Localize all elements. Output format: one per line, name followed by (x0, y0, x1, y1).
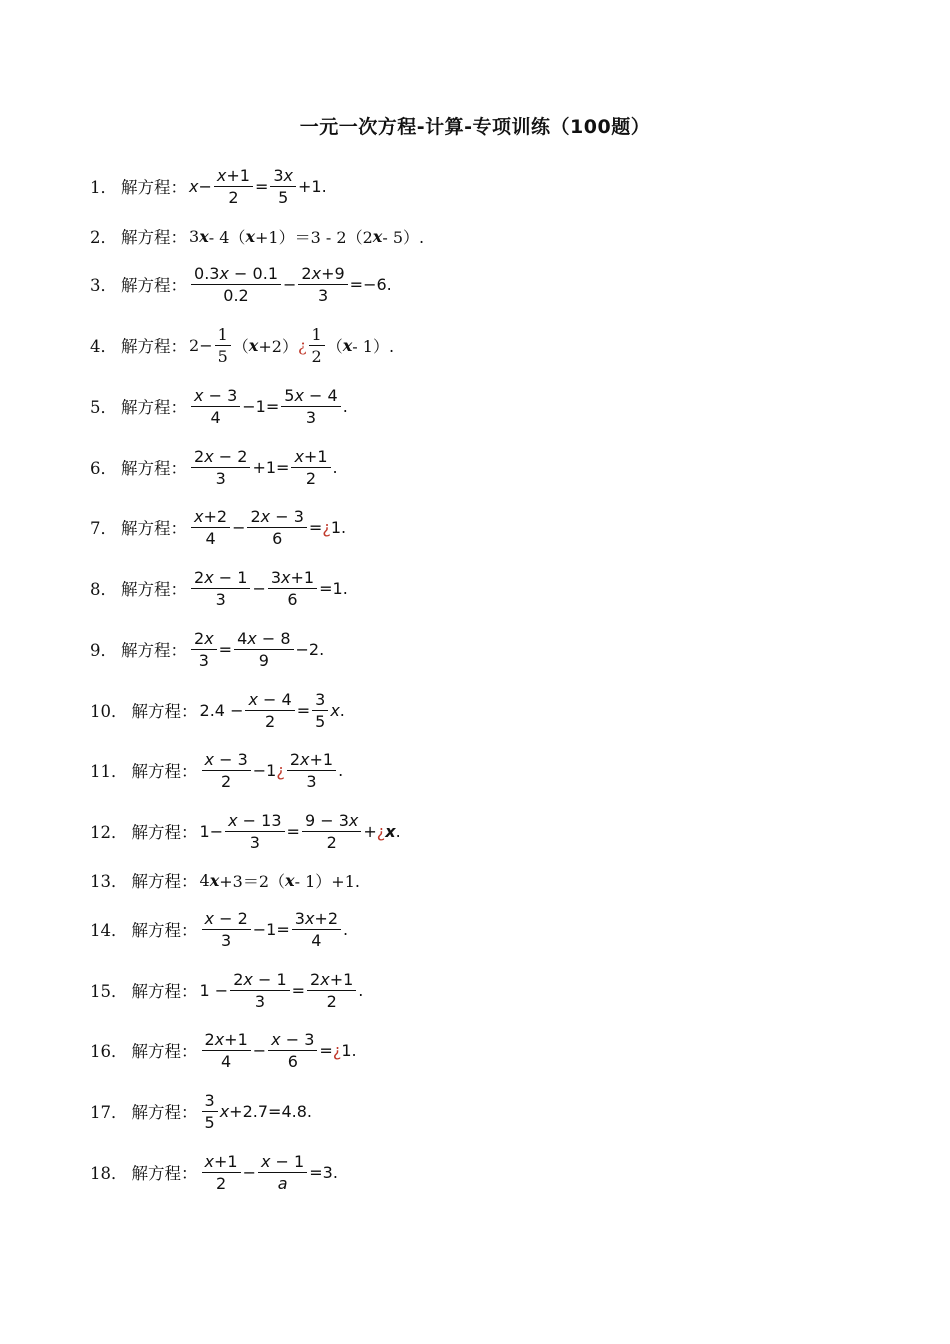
equation (189, 264, 392, 305)
fraction (281, 386, 340, 427)
problem-number: 6． (90, 459, 117, 478)
variable-x: x (248, 335, 259, 355)
equation-text: . (358, 980, 364, 1000)
problem-item (90, 860, 360, 900)
fraction (302, 811, 361, 852)
fraction-numerator: 2x − 1 (230, 970, 289, 991)
problem-number: 13． (90, 872, 128, 891)
fraction (202, 1091, 218, 1132)
equation-text: x (189, 176, 199, 196)
equation-text: − (252, 1040, 267, 1060)
problem-number: 2． (90, 228, 117, 247)
equation-text: =3. (309, 1162, 338, 1182)
fraction-denominator: 2 (326, 991, 337, 1011)
fraction-denominator: 0.2 (223, 285, 249, 305)
equation-text: = (218, 639, 233, 659)
fraction-numerator: x+1 (214, 166, 253, 187)
fraction (191, 386, 240, 427)
problem-number: 5． (90, 398, 117, 417)
fraction-denominator: 4 (221, 1051, 232, 1071)
fraction-denominator: 6 (287, 589, 298, 609)
equation-text: − (242, 1162, 256, 1182)
fraction (270, 166, 296, 207)
equation-text: +1. (298, 176, 327, 196)
fraction-denominator: 3 (215, 589, 226, 609)
equation-text: 1− (199, 821, 224, 841)
problem-label: 解方程： (121, 276, 187, 295)
fraction (202, 1030, 251, 1071)
equation-text: +1）＝3 - 2（2 (254, 227, 373, 247)
fraction-numerator: x − 2 (202, 909, 251, 930)
fraction (214, 166, 253, 207)
equation-text: +1= (252, 457, 290, 477)
equation (189, 325, 394, 366)
fraction-denominator: 6 (272, 528, 283, 548)
equation (200, 909, 349, 950)
fraction-numerator: x − 4 (245, 690, 294, 711)
equation-text: −1= (242, 396, 280, 416)
equation (200, 811, 401, 852)
problem-number: 12． (90, 823, 128, 842)
problem-item (90, 325, 394, 365)
fraction-numerator: 2x (191, 629, 217, 650)
equation-text: . (395, 821, 401, 841)
problem-label: 解方程： (131, 1164, 198, 1183)
fraction (268, 568, 317, 609)
problem-label: 解方程： (121, 580, 187, 599)
equation-text: = (291, 980, 306, 1000)
fraction (191, 507, 230, 548)
variable-x: x (372, 226, 383, 246)
equation (200, 970, 364, 1011)
fraction-denominator: 4 (311, 930, 322, 950)
variable-x: x (199, 226, 209, 246)
fraction-numerator: 2x − 2 (191, 447, 250, 468)
fraction (202, 1152, 241, 1193)
fraction (298, 264, 347, 305)
fraction-denominator: 3 (305, 407, 317, 427)
fraction-numerator: x+1 (202, 1152, 241, 1173)
equation (189, 166, 327, 207)
equation (189, 225, 424, 248)
problem-number: 8． (90, 580, 117, 599)
equation-text: − (232, 517, 246, 537)
equation-text: − (198, 176, 212, 196)
problem-number: 7． (90, 519, 117, 538)
fraction-numerator: 2x+1 (287, 750, 336, 771)
problem-number: 17． (90, 1103, 128, 1122)
fraction (234, 629, 293, 670)
fraction (202, 750, 251, 791)
fraction-numerator: 4x − 8 (234, 629, 293, 650)
equation (189, 386, 348, 427)
variable-x: x (342, 335, 353, 355)
equation (189, 629, 324, 670)
problem-label: 解方程： (121, 228, 187, 247)
fraction-denominator: 4 (210, 407, 221, 427)
fraction-numerator: x − 3 (202, 750, 251, 771)
fraction-numerator: 3x+1 (268, 568, 317, 589)
equation-text: +2） (258, 336, 298, 356)
equation-text: 1. (341, 1040, 357, 1060)
fraction-numerator: x+1 (291, 447, 330, 468)
problem-number: 4． (90, 337, 117, 356)
fraction-denominator: 5 (217, 346, 228, 366)
fraction (191, 568, 250, 609)
equation (189, 447, 338, 488)
problem-number: 14． (90, 921, 128, 940)
equation-text: − (283, 274, 297, 294)
fraction-denominator: 3 (254, 991, 265, 1011)
problem-label: 解方程： (121, 178, 187, 197)
equation-text: = (308, 517, 323, 537)
fraction-denominator: 4 (205, 528, 216, 548)
problem-item (90, 690, 345, 730)
fraction (191, 447, 250, 488)
fraction-denominator: 6 (287, 1051, 298, 1071)
fraction (312, 690, 328, 731)
fraction-denominator: 3 (215, 468, 226, 488)
problem-item (90, 568, 348, 608)
encoding-error-mark: ¿ (322, 517, 331, 537)
problem-item (90, 216, 424, 256)
fraction (247, 507, 306, 548)
equation (200, 869, 360, 892)
problem-label: 解方程： (131, 823, 198, 842)
fraction-numerator: 1 (215, 325, 231, 346)
equation-text: −2. (295, 639, 325, 659)
equation-text: - 1）+1. (294, 871, 360, 891)
fraction-numerator: x − 3 (268, 1030, 317, 1051)
equation-text: . (338, 760, 344, 780)
fraction-denominator: 2 (215, 1173, 227, 1193)
equation (189, 507, 346, 548)
fraction-numerator: 3 (312, 690, 328, 711)
problem-label: 解方程： (121, 337, 187, 356)
fraction-denominator: 3 (198, 650, 209, 670)
page-title: 一元一次方程-计算-专项训练（100题） (299, 116, 651, 138)
problem-number: 15． (90, 982, 128, 1001)
equation (200, 1030, 357, 1071)
equation-text: . (343, 919, 349, 939)
fraction (307, 970, 356, 1011)
fraction-numerator: 2x+9 (298, 264, 347, 285)
equation-text: − (252, 578, 266, 598)
fraction (191, 629, 217, 670)
problem-item (90, 1091, 312, 1131)
problem-item (90, 447, 338, 487)
equation-text: −1 (252, 760, 277, 780)
fraction-numerator: 3 (202, 1091, 218, 1112)
problem-number: 16． (90, 1042, 128, 1061)
equation (200, 750, 344, 791)
equation-text: 1 − (199, 980, 229, 1000)
fraction-denominator: 3 (317, 285, 329, 305)
fraction (230, 970, 289, 1011)
fraction-denominator: 2 (326, 832, 337, 852)
fraction-numerator: 2x+1 (307, 970, 356, 991)
equation (200, 690, 345, 731)
fraction-numerator: 3x (270, 166, 296, 187)
fraction-denominator: 3 (221, 930, 232, 950)
fraction-denominator: 5 (315, 711, 326, 731)
fraction-denominator: 2 (305, 468, 317, 488)
fraction-denominator: 2 (311, 346, 322, 366)
problem-label: 解方程： (121, 459, 187, 478)
fraction (215, 325, 231, 366)
equation-text: - 4（ (208, 227, 246, 247)
equation-text: x. (330, 700, 345, 720)
fraction-denominator: a (277, 1173, 288, 1193)
problem-number: 3． (90, 276, 117, 295)
equation-text: =1. (319, 578, 348, 598)
fraction-denominator: 3 (249, 832, 260, 852)
fraction-numerator: 1 (309, 325, 325, 346)
equation-text: - 5）. (382, 227, 425, 247)
equation-text: = (319, 1040, 333, 1060)
fraction-denominator: 2 (221, 771, 232, 791)
equation-text: = (296, 700, 311, 720)
problem-label: 解方程： (131, 702, 198, 721)
fraction-denominator: 2 (228, 187, 239, 207)
fraction (292, 909, 341, 950)
problem-number: 9． (90, 641, 117, 660)
encoding-error-mark: ¿ (297, 335, 307, 355)
problem-number: 11． (90, 762, 128, 781)
problem-item (90, 970, 363, 1010)
fraction-numerator: 3x+2 (292, 909, 341, 930)
equation (200, 1091, 313, 1132)
equation-text: （ (326, 336, 343, 356)
problem-label: 解方程： (131, 1042, 198, 1061)
problem-number: 10． (90, 702, 128, 721)
problem-number: 1． (90, 178, 117, 197)
fraction-denominator: 5 (278, 187, 289, 207)
variable-x: x (209, 870, 220, 890)
problem-item (90, 1030, 357, 1070)
problem-label: 解方程： (121, 519, 187, 538)
equation (189, 568, 348, 609)
problem-item (90, 750, 343, 790)
problem-label: 解方程： (131, 1103, 198, 1122)
fraction-numerator: 2x − 1 (191, 568, 250, 589)
problem-label: 解方程： (131, 762, 198, 781)
equation-text: 2− (189, 335, 213, 355)
fraction-numerator: 2x+1 (202, 1030, 251, 1051)
problem-label: 解方程： (131, 872, 198, 891)
problem-item (90, 386, 348, 426)
fraction-denominator: 5 (204, 1112, 215, 1132)
equation-text: +3＝2（ (219, 871, 286, 891)
problem-item (90, 909, 348, 949)
variable-x: x (245, 226, 255, 246)
fraction-numerator: x − 3 (191, 386, 240, 407)
problem-item (90, 166, 327, 206)
problem-item (90, 811, 401, 851)
fraction-numerator: 2x − 3 (247, 507, 306, 528)
equation-text: + (363, 821, 377, 841)
equation-text: 2.4 − (199, 700, 244, 720)
fraction (268, 1030, 317, 1071)
fraction-numerator: x − 13 (225, 811, 284, 832)
problem-label: 解方程： (131, 982, 198, 1001)
problem-label: 解方程： (121, 641, 187, 660)
equation-text: （ (232, 336, 249, 356)
fraction-denominator: 3 (306, 771, 317, 791)
problem-item (90, 264, 392, 304)
equation-text: - 1）. (352, 336, 395, 356)
equation-text: = (286, 821, 300, 841)
problem-item (90, 629, 324, 669)
equation-text: = (254, 176, 269, 196)
fraction (245, 690, 294, 731)
encoding-error-mark: ¿ (276, 760, 285, 780)
equation-text: . (342, 396, 348, 416)
problem-label: 解方程： (121, 398, 187, 417)
encoding-error-mark: ¿ (332, 1040, 342, 1060)
equation-text: =−6. (349, 274, 392, 294)
fraction (287, 750, 336, 791)
fraction (225, 811, 284, 852)
equation-text: . (332, 457, 338, 477)
variable-x: x (385, 821, 396, 841)
equation (200, 1152, 338, 1193)
problem-item (90, 1152, 338, 1192)
problem-item (90, 507, 346, 547)
fraction-numerator: x − 1 (258, 1152, 307, 1173)
fraction (202, 909, 251, 950)
problem-label: 解方程： (131, 921, 198, 940)
fraction-numerator: x+2 (191, 507, 230, 528)
fraction (258, 1152, 307, 1193)
fraction-numerator: 0.3x − 0.1 (191, 264, 281, 285)
fraction-denominator: 2 (265, 711, 276, 731)
equation-text: x+2.7=4.8. (219, 1101, 312, 1121)
fraction-numerator: 5x − 4 (281, 386, 340, 407)
encoding-error-mark: ¿ (376, 821, 386, 841)
fraction (291, 447, 330, 488)
equation-text: 3 (189, 226, 200, 246)
fraction (191, 264, 281, 305)
problem-number: 18． (90, 1164, 128, 1183)
equation-text: 4 (199, 870, 210, 890)
variable-x: x (285, 870, 295, 890)
fraction (309, 325, 325, 366)
equation-text: −1= (252, 919, 290, 939)
fraction-numerator: 9 − 3x (302, 811, 361, 832)
fraction-denominator: 9 (258, 650, 269, 670)
equation-text: 1. (330, 517, 347, 537)
